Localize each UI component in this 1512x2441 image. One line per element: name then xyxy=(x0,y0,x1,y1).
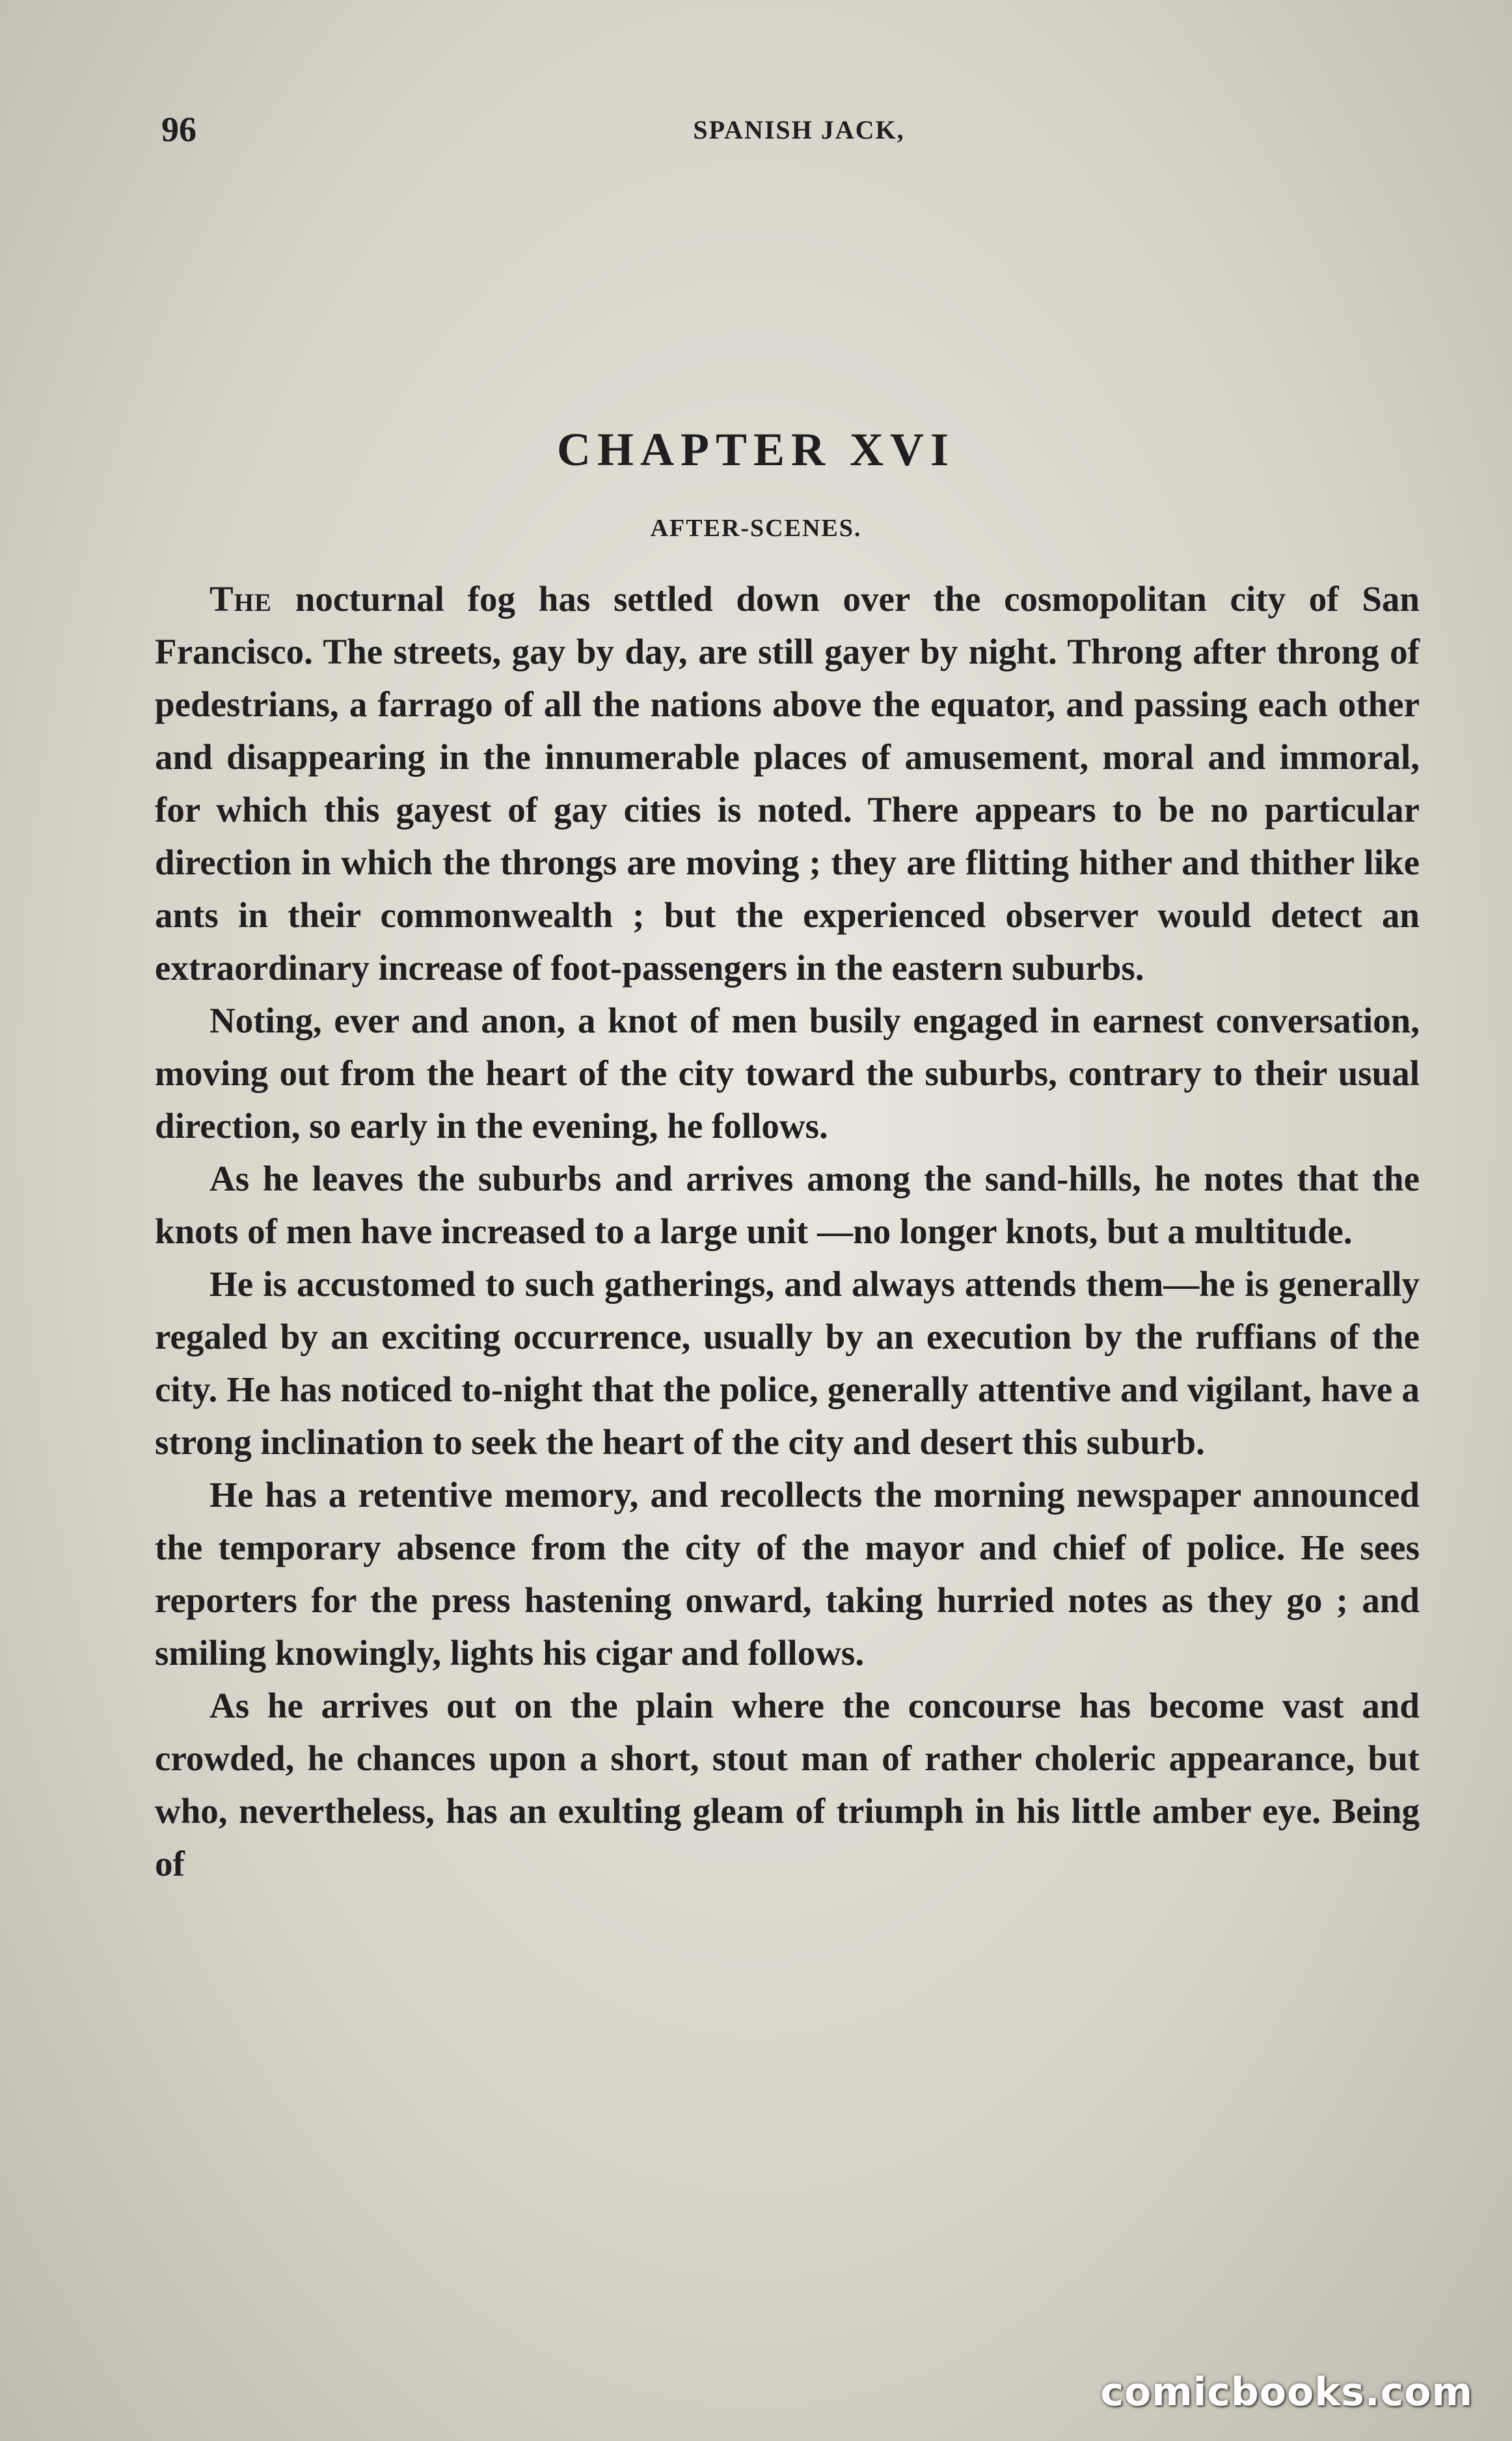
paragraph-text: As he arrives out on the plain where the concourse has become vast and crowded, he chances upon a short, stout man of rather choleric appearance, but who, nevertheless, has an exulting gleam of triumph in his little amber eye. Being of xyxy=(155,1686,1420,1883)
watermark: comicbooks.com xyxy=(1100,2369,1473,2415)
paragraph xyxy=(155,573,1420,994)
paragraph xyxy=(155,1468,1420,1679)
paragraph xyxy=(155,1679,1420,1890)
page-number: 96 xyxy=(161,110,196,149)
paragraph xyxy=(155,1258,1420,1468)
paragraph-text: As he leaves the suburbs and arrives among the sand-hills, he notes that the knots of men have increased to a large unit —no longer knots, but a multitude. xyxy=(155,1159,1420,1251)
paragraph xyxy=(155,994,1420,1152)
paragraph-text: He has a retentive memory, and recollects the morning newspaper announced the temporary absence from the city of the mayor and chief of police. He sees reporters for the press hastening onward, taking hurried notes as they go ; and smiling knowingly, lights his cigar and follows. xyxy=(155,1475,1420,1673)
paragraph-text: He is accustomed to such gatherings, and always attends them—he is generally regaled by an exciting occurrence, usually by an execution by the ruffians of the city. He has noticed to-night that the police, generally attentive and vigilant, have a strong inclination to seek the heart of the city and desert this suburb. xyxy=(155,1264,1420,1462)
chapter-title: CHAPTER XVI xyxy=(556,424,956,476)
running-header xyxy=(161,109,1437,155)
chapter-body xyxy=(155,573,1420,1890)
paragraph-lead-word: The xyxy=(209,579,273,619)
paragraph-text: Noting, ever and anon, a knot of men busily engaged in earnest conversation, moving out from the heart of the city toward the suburbs, contrary to their usual direction, so early in the evening, he follows. xyxy=(155,1001,1420,1146)
paragraph-text: nocturnal fog has settled down over the cosmopolitan city of San Francisco. The streets, gay by day, are still gayer by night. Throng after throng of pedestrians, a farrago of all the nations above the equator, and passing each other and disappearing in the innumerable places of amusement, moral and immoral, for which this gayest of gay cities is noted. There appears to be no particular direction in which the throngs are moving ; they are flitting hither and thither like ants in their commonwealth ; but the experienced observer would detect an extraordinary increase of foot-passengers in the eastern suburbs. xyxy=(155,579,1420,988)
chapter-subtitle: AFTER-SCENES. xyxy=(650,515,862,542)
running-title: SPANISH JACK, xyxy=(693,115,905,144)
paragraph xyxy=(155,1152,1420,1258)
